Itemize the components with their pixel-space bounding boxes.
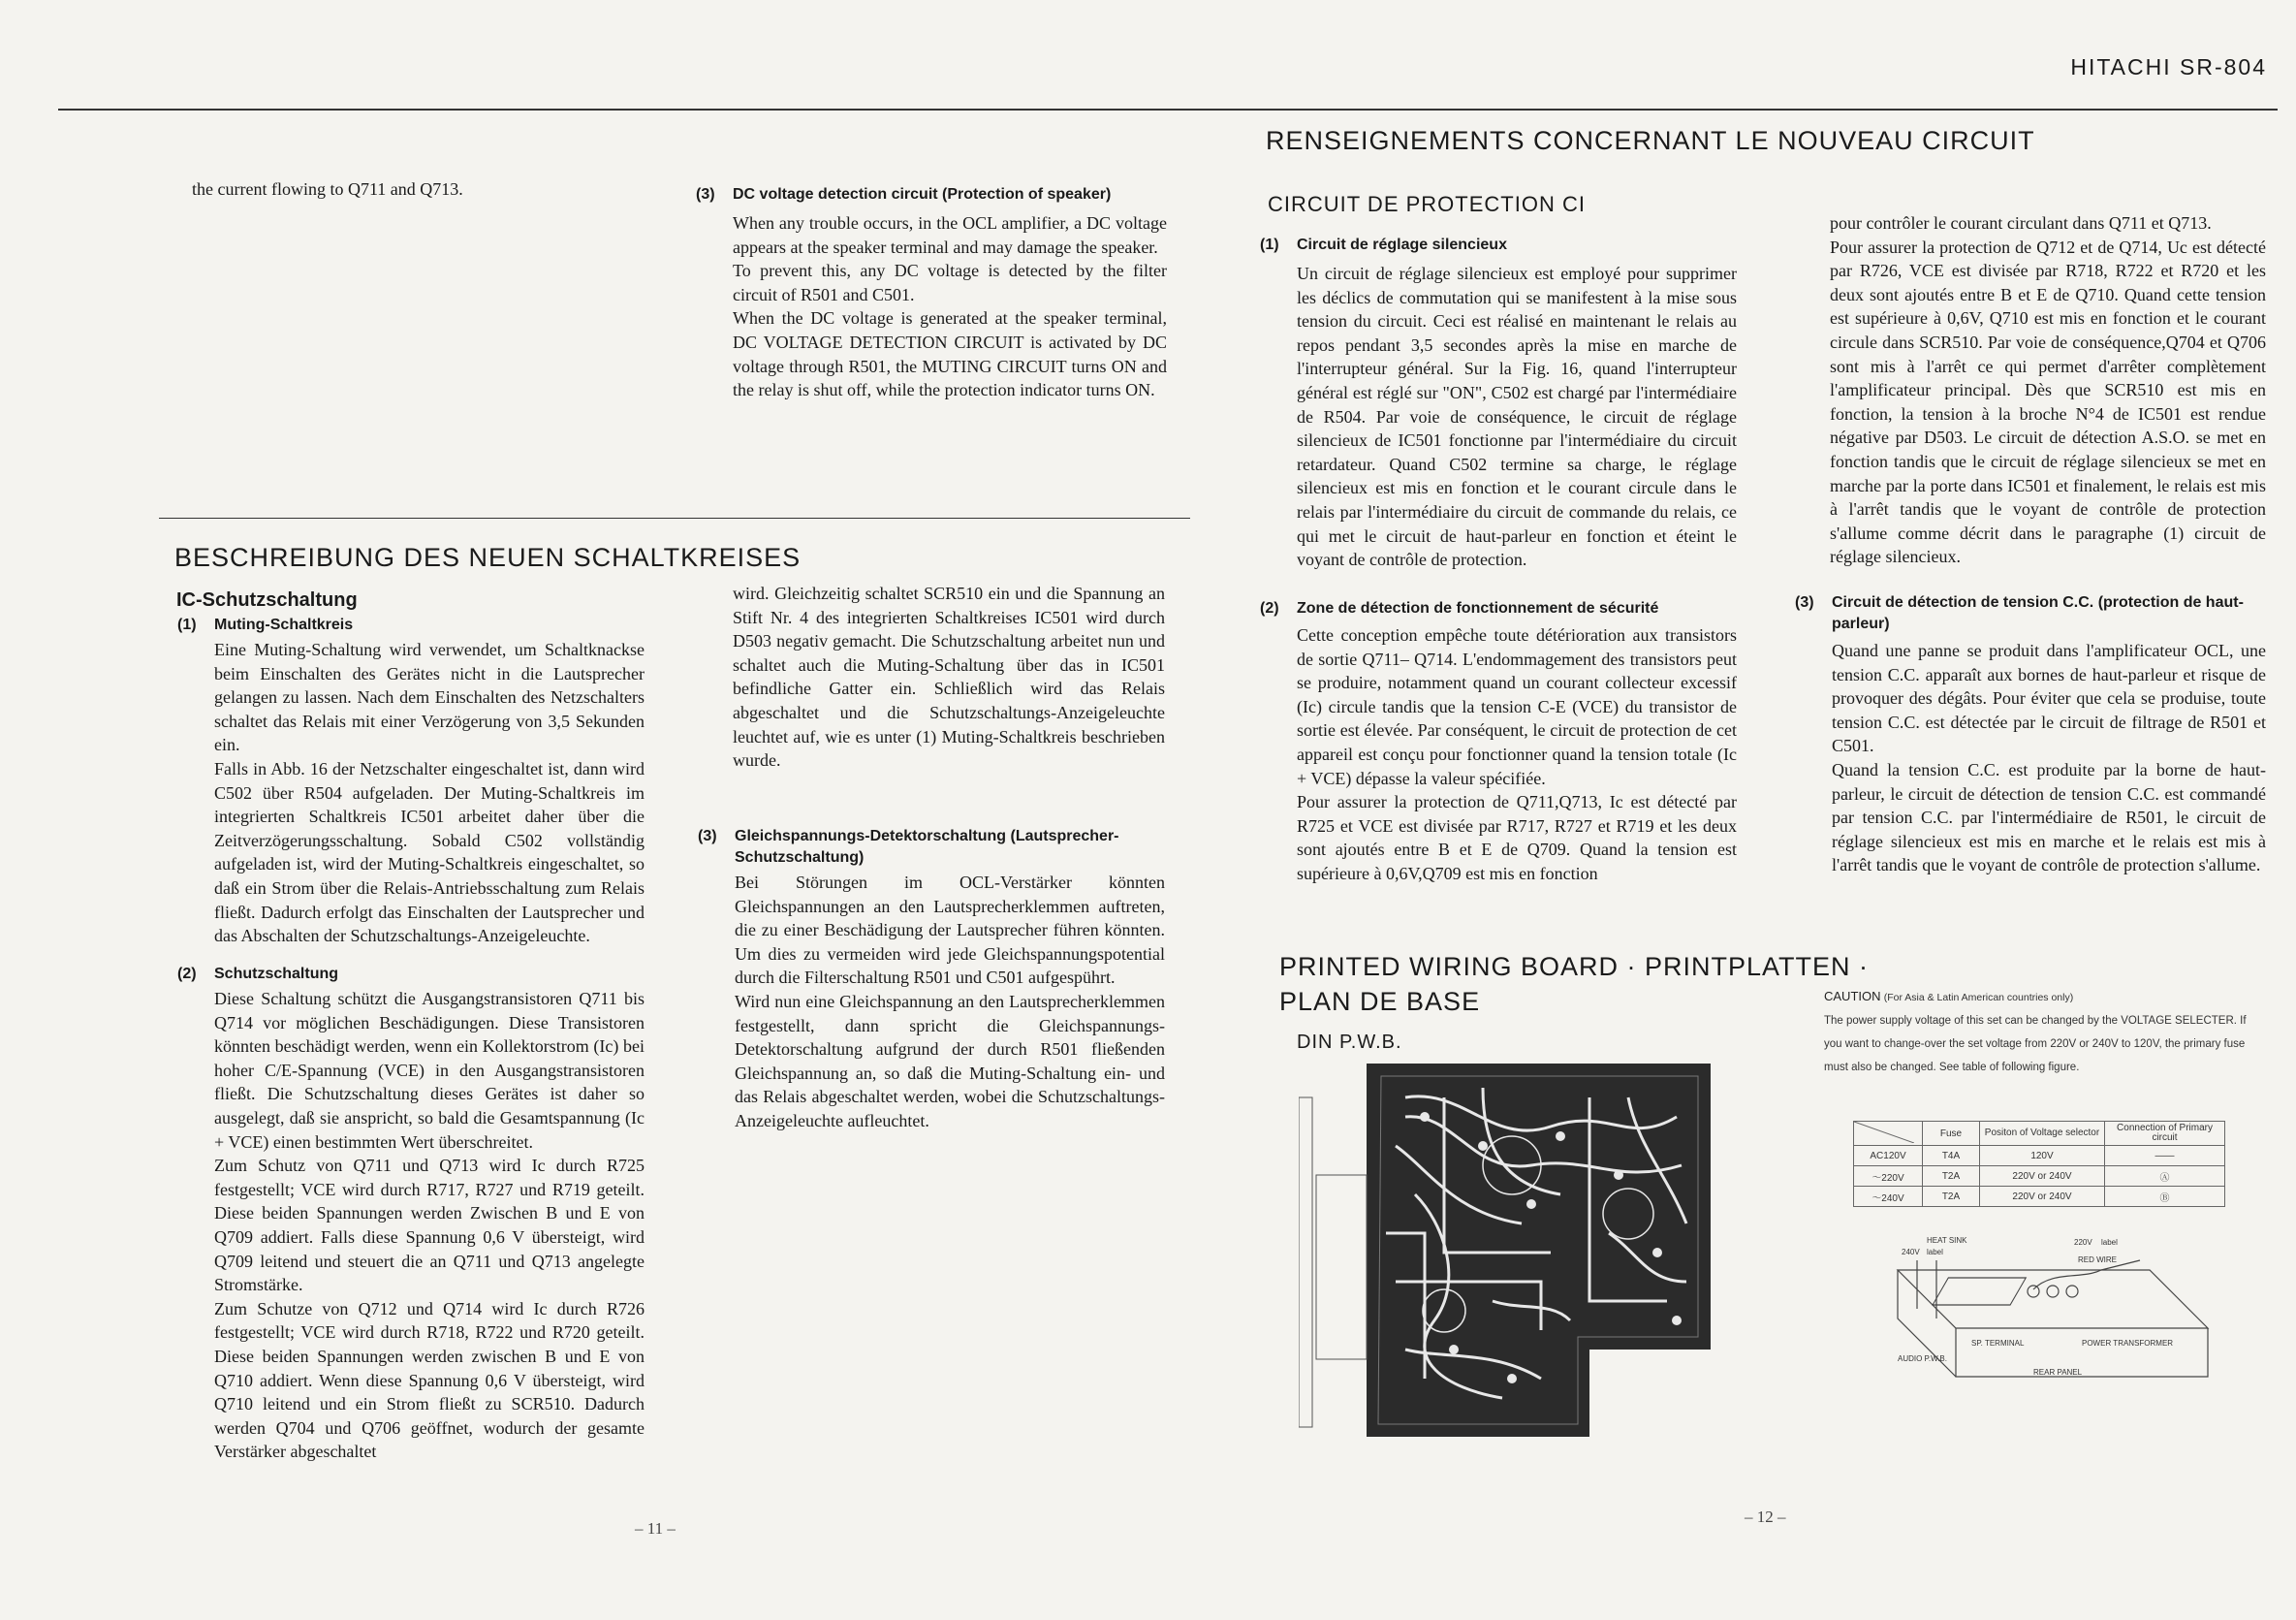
table-row xyxy=(1854,1166,2225,1187)
fr-section-3 xyxy=(1795,592,2266,877)
fig-label-audio-pwb: AUDIO P.W.B. xyxy=(1898,1354,1947,1363)
table-cell: 120V xyxy=(1980,1146,2105,1166)
table-row xyxy=(1854,1187,2225,1207)
table-cell: Ⓐ xyxy=(2105,1166,2225,1187)
page-number-right: – 12 – xyxy=(1745,1508,1786,1526)
de-continuation: wird. Gleichzeitig schaltet SCR510 ein und die Spannung an Stift Nr. 4 des integrierten Schaltkreises IC501 wird durch D503 negativ gemacht. Die Schutzschaltung arbeitet nun und schaltet auch die Muting-Schaltung über das in IC501 befindliche Gatter ein. Schließlich wird das Relais abgeschaltet und die Schutzschaltungs-Anzeigeleuchte leuchtet auf, wie es unter (1) Muting-Schaltkreis beschrieben wurde. xyxy=(733,584,1165,771)
fr-section-2-title: (2) Zone de détection de fonctionnement de sécurité xyxy=(1260,600,1659,617)
dc-section-title: (3) DC voltage detection circuit (Protection of speaker) xyxy=(696,186,1112,203)
table-cell: 220V or 240V xyxy=(1980,1187,2105,1207)
fig-label-sp-terminal: SP. TERMINAL xyxy=(1971,1339,2025,1348)
fig-label-220v: 220V xyxy=(2074,1238,2092,1247)
table-cell: AC120V xyxy=(1854,1146,1923,1166)
table-cell: T2A xyxy=(1923,1187,1980,1207)
pwb-subheading: DIN P.W.B. xyxy=(1297,1032,1402,1053)
document-header: HITACHI SR-804 xyxy=(2070,54,2267,79)
de-section-1-body: Eine Muting-Schaltung wird verwendet, um Schaltknackse beim Einschalten des Gerätes nicht in die Lautsprecher gelangen zu lassen. Nach dem Einschalten des Netzschalters schaltet das Relais mit einer Verzögerung von 3,5 Sekunden ein. Falls in Abb. 16 der Netzschalter eingeschaltet ist, dann wird C502 über R504 aufgeladen. Der Muting-Schaltkreis im integrierten Schaltkreis IC501 arbeitet daher über die Zeitverzögerungsschaltung. Sobald C502 vollständig aufgeladen ist, wird der Muting-Schaltkreis eingeschaltet, so daß ein Strom über die Relais-Antriebsschaltung zum Relais fließt. Dadurch erfolgt das Einschalten der Lautsprecher und das Abschalten der Schutzschaltungs-Anzeigeleuchte. xyxy=(214,640,645,946)
table-header: Positon of Voltage selector xyxy=(1980,1122,2105,1146)
rear-panel-figure xyxy=(1859,1231,2227,1406)
fig-label-power-transformer: POWER TRANSFORMER xyxy=(2082,1339,2174,1348)
caution-block xyxy=(1824,985,2260,1079)
fig-label-red-wire: RED WIRE xyxy=(2078,1255,2117,1264)
printed-wiring-board-drawing xyxy=(1299,1059,1725,1476)
de-heading: BESCHREIBUNG DES NEUEN SCHALTKREISES xyxy=(174,543,802,572)
fr-section-3-body: Quand une panne se produit dans l'amplificateur OCL, une tension C.C. apparaît aux bornes de haut-parleur et risque de provoquer des dégâts. Pour éviter que cela se produise, toute tension C.C. est détectée par le circuit de filtrage de R501 et C501. Quand la tension C.C. est produite par la borne de haut-parleur, le circuit de détection de tension C.C. est commandé par tension C.C. par l'intermédiaire de R501, le circuit de réglage silencieux est mis en marche et le relais est mis à l'arrêt tandis que le voyant de contrôle de protection s'allume. xyxy=(1832,641,2266,875)
table-cell: Ⓑ xyxy=(2105,1187,2225,1207)
intro-text: the current flowing to Q711 and Q713. xyxy=(192,179,463,199)
voltage-table xyxy=(1853,1121,2225,1207)
pwb-heading-line-1: PRINTED WIRING BOARD · PRINTPLATTEN · xyxy=(1279,952,1870,981)
table-cell: ～240V xyxy=(1854,1187,1923,1207)
de-section-3-body: Bei Störungen im OCL-Verstärker könnten Gleichspannungen an den Lautsprecherklemmen auftreten, die zu einer Beschädigung der Lautsprecher führen könnten. Um dies zu vermeiden wird jede Gleichspannungspotential durch die Filterschaltung R501 und C501 aufgespührt. Wird nun eine Gleichspannung an den Lautsprecherklemmen festgestellt, dann spricht die Gleichspannungs-Detektorschaltung aufgrund der durch R501 fließenden Gleichspannung an, so daß die Muting-Schaltung ein- und das Relais abgeschaltet werden, wobei die Schutzschaltungs-Anzeigeleuchte aufleuchtet. xyxy=(735,873,1165,1130)
table-cell: 220V or 240V xyxy=(1980,1166,2105,1187)
table-cell: ～220V xyxy=(1854,1166,1923,1187)
de-section-1-title: (1) Muting-Schaltkreis xyxy=(177,617,354,633)
pwb-heading-line-2: PLAN DE BASE xyxy=(1279,987,1481,1016)
header-rule xyxy=(58,109,2278,111)
de-section-3-title: (3) Gleichspannungs-Detektorschaltung (Lautsprecher-Schutzschaltung) xyxy=(698,828,1119,866)
table-row xyxy=(1854,1146,2225,1166)
fig-label-240v: 240V xyxy=(1902,1248,1920,1256)
fr-section-1 xyxy=(1260,235,1737,572)
fr-section-2 xyxy=(1260,598,1737,886)
caution-note: (For Asia & Latin American countries only) xyxy=(1883,992,2074,1003)
table-cell: T2A xyxy=(1923,1166,1980,1187)
de-section-2 xyxy=(177,964,645,1464)
de-section-1 xyxy=(177,615,645,948)
table-row xyxy=(1854,1122,2225,1146)
fr-section-3-title: (3) Circuit de détection de tension C.C. (protection de haut-parleur) xyxy=(1795,594,2244,632)
fr-section-1-body: Un circuit de réglage silencieux est employé pour supprimer les déclics de commutation qui se manifestent à la mise sous tension du circuit. Ceci est réalisé en maintenant le relais au repos pendant 3,5 secondes après la mise en marche de l'interrupteur général. Sur la Fig. 16, quand l'interrupteur général est réglé sur "ON", C502 est chargé par l'intermédiaire de R504. Par voie de conséquence, le circuit de réglage silencieux de IC501 fonctionne par l'intermédiaire du circuit retardateur. Quand C502 termine sa charge, le réglage silencieux est mis en fonction et le courant circule dans le relais par l'intermédiaire du circuit de commande du relais, ce qui met le circuit de haut-parleur en fonction et éteint le voyant de contrôle de protection. xyxy=(1297,264,1737,570)
de-section-3 xyxy=(698,826,1165,1133)
caution-label: CAUTION xyxy=(1824,989,1881,1003)
fr-continuation: pour contrôler le courant circulant dans Q711 et Q713. Pour assurer la protection de Q712 et de Q714, Uc est détecté par R726, VCE est divisée par R718, R722 et R720 et les deux sont ajoutés entre B et E de Q710. Quand cette tension est supérieure à 0,6V, Q710 est mis en fonction et le courant circule dans SCR510. Par voie de conséquence,Q704 et Q706 sont mis à l'arrêt ce qui permet d'arrêter complètement l'amplificateur principal. Dès que SCR510 est mis en fonction, la tension à la broche N°4 de IC501 est rendue négative par D503. Le circuit de détection A.S.O. se met en fonction tandis que le circuit de réglage silencieux se met en marche par la porte dans IC501 et finalement, le relais est mis à l'arrêt tandis que le voyant de contrôle de protection s'allume comme décrit dans le paragraphe (1) circuit de réglage silencieux. xyxy=(1830,213,2266,567)
table-header xyxy=(1854,1122,1923,1146)
fr-section-2-body: Cette conception empêche toute détérioration aux transistors de sortie Q711– Q714. L'endommagement des transistors peut se produire, notamment quand un courant collecteur excessif (Ic) circule tandis que la tension C-E (VCE) du transistor de sortie est élevée. Par conséquent, le circuit de protection de cet appareil est conçu pour fonctionner quand la tension totale (Ic + VCE) dépasse la valeur spécifiée. Pour assurer la protection de Q711,Q713, Ic est détecté par R725 et VCE est divisée par R717, R727 et R719 et les deux sont ajoutés entre B et E de Q709. Quand la tension est supérieure à 0,6V,Q709 est mis en fonction xyxy=(1297,625,1737,883)
fig-label-label-2: label xyxy=(2101,1238,2118,1247)
de-section-2-body: Diese Schaltung schützt die Ausgangstransistoren Q711 bis Q714 vor möglichen Beschädigungen. Diese Transistoren könnten beschädigt werden, wenn ein Kollektorstrom (Ic) bei hoher C/E-Spannung (VCE) in den Ausgangstransistoren fließt. Die Schutzschaltung dieses Gerätes ist daher so ausgelegt, daß sie anspricht, so bald die Gesamtspannung (Ic + VCE) einen bestimmten Wert überschreitet. Zum Schutz von Q711 und Q713 wird Ic durch R725 festgestellt; VCE wird durch R717, R727 und R719 geteilt. Diese beiden Spannungen werden Zwischen B und E von Q709 addiert. Falls diese Spannung 0,6 V übersteigt, wird Q709 leitend und steuert die an Q711 und Q713 angelegte Stromstärke. Zum Schutze von Q712 und Q714 wird Ic durch R726 festgestellt; VCE wird durch R718, R722 und R720 geteilt. Diese beiden Spannungen werden zwischen B und E von Q710 addiert. Wenn diese Spannung 0,6 V übersteigt, wird Q710 leitend und ein Strom fließt zu SCR510. Dadurch werden Q704 und Q706 geöffnet, wodurch der gesamte Verstärker abgeschaltet xyxy=(214,989,645,1462)
table-cell: —— xyxy=(2105,1146,2225,1166)
de-subheading: IC-Schutzschaltung xyxy=(176,589,358,611)
fig-label-heat-sink: HEAT SINK xyxy=(1927,1236,1967,1245)
fr-section-1-title: (1) Circuit de réglage silencieux xyxy=(1260,237,1507,253)
fig-label-label-1: label xyxy=(1927,1248,1943,1256)
table-cell: T4A xyxy=(1923,1146,1980,1166)
dc-section-body: When any trouble occurs, in the OCL amplifier, a DC voltage appears at the speaker terminal and may damage the speaker. To prevent this, any DC voltage is detected by the filter circuit of R501 and C501. When the DC voltage is generated at the speaker terminal, DC VOLTAGE DETECTION CIRCUIT is activated by DC voltage through R501, the MUTING CIRCUIT turns ON and the relay is shut off, while the protection indicator turns ON. xyxy=(733,213,1167,400)
de-section-2-title: (2) Schutzschaltung xyxy=(177,966,339,982)
caution-text: The power supply voltage of this set can be changed by the VOLTAGE SELECTER. If you want to change-over the set voltage from 220V or 240V to 120V, the primary fuse must also be changed. See table of following figure. xyxy=(1824,1015,2247,1073)
section-divider xyxy=(159,518,1190,519)
dc-section xyxy=(696,184,1167,402)
fr-subheading: CIRCUIT DE PROTECTION CI xyxy=(1268,192,1586,216)
page-number-left: – 11 – xyxy=(635,1519,676,1538)
fr-heading: RENSEIGNEMENTS CONCERNANT LE NOUVEAU CIRCUIT xyxy=(1266,126,2035,155)
fig-label-rear-panel: REAR PANEL xyxy=(2033,1368,2083,1377)
diagonal-line xyxy=(1854,1122,1914,1143)
table-header: Connection of Primary circuit xyxy=(2105,1122,2225,1146)
table-header: Fuse xyxy=(1923,1122,1980,1146)
